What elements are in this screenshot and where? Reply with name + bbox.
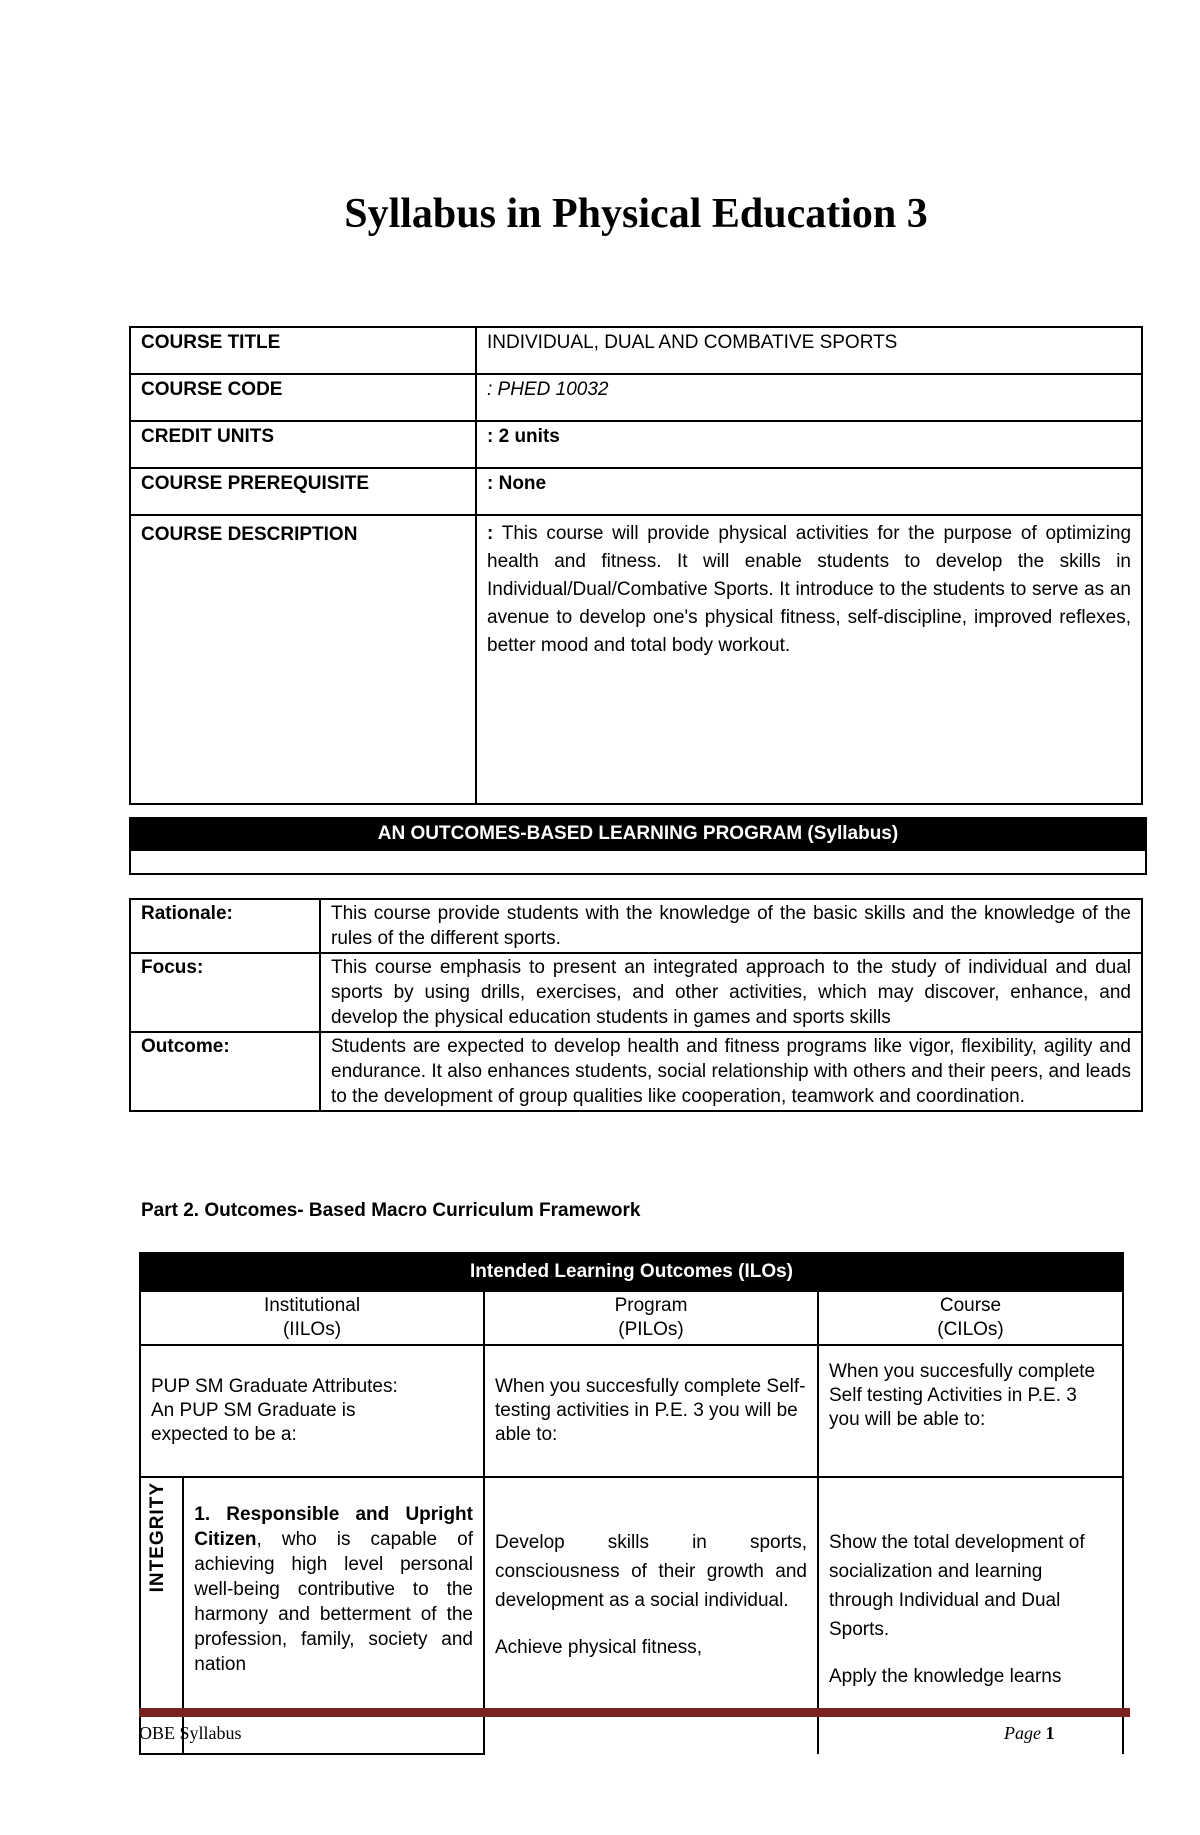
- course-description-row: [130, 515, 1142, 804]
- institutional-label: Institutional: [263, 1295, 361, 1316]
- course-intro: When you succesfully complete Self testing Activities in P.E. 3 you will be able to:: [818, 1345, 1123, 1477]
- footer-rule: [139, 1708, 1130, 1717]
- ilo-intro-row: [140, 1345, 1123, 1477]
- rationale-label: Rationale:: [130, 899, 320, 953]
- rationale-text: This course provide students with the knowledge of the basic skills and the knowledge of the rules of the different sports.: [320, 899, 1142, 953]
- institutional-intro-line3: expected to be a:: [151, 1424, 297, 1445]
- course-code-value: : PHED 10032: [476, 374, 1142, 421]
- course-column-header: [818, 1291, 1123, 1345]
- course-code-row: [130, 374, 1142, 421]
- page-title: Syllabus in Physical Education 3: [344, 191, 928, 237]
- course-outcome-2: Apply the knowledge learns: [829, 1666, 1062, 1687]
- part2-heading: Part 2. Outcomes- Based Macro Curriculum Framework: [141, 1200, 641, 1221]
- course-title-value: INDIVIDUAL, DUAL AND COMBATIVE SPORTS: [476, 327, 1142, 374]
- program-label: Program: [614, 1295, 688, 1316]
- footer-label: OBE Syllabus: [139, 1723, 242, 1743]
- outcome-label: Outcome:: [130, 1032, 320, 1111]
- course-code-label: COURSE CODE: [130, 374, 476, 421]
- course-description-value: [476, 515, 1142, 804]
- institutional-column-header: [140, 1291, 484, 1345]
- integrity-label: INTEGRITY: [147, 1482, 168, 1593]
- prerequisite-label: COURSE PREREQUISITE: [130, 468, 476, 515]
- program-column-header: [484, 1291, 818, 1345]
- institutional-abbrev: (IILOs): [282, 1319, 342, 1340]
- rationale-table: [129, 898, 1143, 1112]
- page-number-value: 1: [1045, 1723, 1055, 1743]
- course-outcome-1: Show the total development of socialization and learning through Individual and Dual Sports.: [829, 1532, 1085, 1640]
- outcome-text: Students are expected to develop health and fitness programs like vigor, flexibility, agility and endurance. It also enhances students, social relationship with others and their peers, and leads to the development of group qualities like cooperation, teamwork and coordination.: [320, 1032, 1142, 1111]
- ilo-header: Intended Learning Outcomes (ILOs): [140, 1253, 1123, 1291]
- focus-label: Focus:: [130, 953, 320, 1032]
- page-label: Page: [1004, 1723, 1041, 1743]
- course-title-label: COURSE TITLE: [130, 327, 476, 374]
- focus-text: This course emphasis to present an integrated approach to the study of individual and dual sports by using drills, exercises, and other activities, which may discover, enhance, and develop the physical education students in games and sports skills: [320, 953, 1142, 1032]
- description-colon: :: [487, 523, 494, 544]
- credit-units-value: : 2 units: [476, 421, 1142, 468]
- rationale-row: [130, 899, 1142, 953]
- obe-banner-blank-row: [131, 849, 1145, 873]
- course-description-label: COURSE DESCRIPTION: [130, 515, 476, 804]
- ilo-column-headers: [140, 1291, 1123, 1345]
- institutional-intro-line1: PUP SM Graduate Attributes:: [151, 1376, 398, 1397]
- course-title-row: [130, 327, 1142, 374]
- program-abbrev: (PILOs): [618, 1319, 684, 1340]
- course-info-table: [129, 326, 1143, 805]
- responsible-citizen-title: 1. Responsible and Upright Citizen: [194, 1504, 473, 1550]
- institutional-intro: [140, 1345, 484, 1477]
- course-label: Course: [939, 1295, 1002, 1316]
- prerequisite-value: : None: [476, 468, 1142, 515]
- credit-units-label: CREDIT UNITS: [130, 421, 476, 468]
- description-text: This course will provide physical activities for the purpose of optimizing health and fitness. It will enable students to develop the skills in Individual/Dual/Combative Sports. It introduce to the students to serve as an avenue to develop one's physical fitness, self-discipline, improved reflexes, better mood and total body workout.: [487, 523, 1132, 656]
- course-abbrev: (CILOs): [937, 1319, 1004, 1340]
- program-intro: When you succesfully complete Self-testing activities in P.E. 3 you will be able to:: [484, 1345, 818, 1477]
- page-number: [1004, 1723, 1054, 1744]
- obe-banner: AN OUTCOMES-BASED LEARNING PROGRAM (Syllabus): [131, 819, 1145, 849]
- ilo-table: [139, 1252, 1124, 1755]
- obe-banner-box: [129, 817, 1147, 875]
- program-outcome-2: Achieve physical fitness,: [495, 1637, 702, 1658]
- ilo-header-row: [140, 1253, 1123, 1291]
- outcome-row: [130, 1032, 1142, 1111]
- responsible-citizen-text: , who is capable of achieving high level personal well-being contributive to the harmony and betterment of the profession, family, society and nation: [194, 1529, 473, 1675]
- institutional-intro-line2: An PUP SM Graduate is: [151, 1400, 356, 1421]
- program-outcome-1: Develop skills in sports, consciousness of their growth and development as a social individual.: [495, 1532, 807, 1611]
- focus-row: [130, 953, 1142, 1032]
- prerequisite-row: [130, 468, 1142, 515]
- credit-units-row: [130, 421, 1142, 468]
